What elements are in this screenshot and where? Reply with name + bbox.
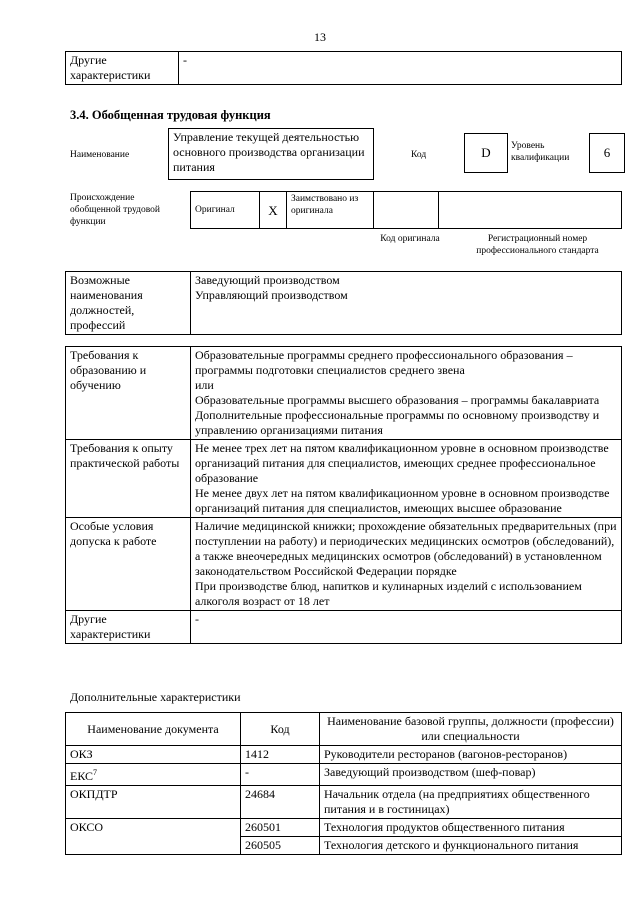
table-row <box>66 786 622 819</box>
name-cell: Руководители ресторанов (вагонов-ресторанов) <box>320 746 622 764</box>
origin-table <box>190 191 622 229</box>
top-other-table <box>65 51 622 85</box>
gtf-name-label: Наименование <box>70 150 130 160</box>
requirement-line: Образовательные программы среднего профессионального образования – программы подготовки специалистов среднего звена <box>195 348 573 377</box>
additional-header-code: Код <box>241 713 320 746</box>
section-heading: 3.4. Обобщенная трудовая функция <box>70 108 271 122</box>
origin-code-cell <box>374 192 439 229</box>
table-row <box>66 819 622 837</box>
origin-code-caption: Код оригинала <box>380 234 440 244</box>
requirement-line: или <box>195 378 214 392</box>
code-cell: - <box>241 764 320 786</box>
table-row <box>66 764 622 786</box>
requirement-line: Не менее двух лет на пятом квалификационном уровне в основном производстве организаций питания для специалистов, имеющих высшее образование <box>195 486 610 515</box>
gtf-level-label: Уровень квалификации <box>511 141 570 163</box>
position-item: Управляющий производством <box>195 288 348 302</box>
requirement-line: Наличие медицинской книжки; прохождение обязательных предварительных (при поступлении на работу) и периодических медицинских осмотров (обследований), а также внеочередных медицинских осмотров (обследований) в установленном законодательством Российской Федерации порядке <box>195 519 617 578</box>
doc-cell: ОКПДТР <box>66 786 241 819</box>
name-cell: Технология детского и функционального питания <box>320 837 622 855</box>
gtf-level-value: 6 <box>589 133 625 173</box>
footnote-mark: 7 <box>93 768 98 777</box>
top-other-value: - <box>179 52 622 85</box>
doc-text: ЕКС <box>70 769 94 783</box>
gtf-code-value: D <box>464 133 508 173</box>
origin-reg-caption: Регистрационный номер профессионального стандарта <box>476 234 599 256</box>
requirement-line: Дополнительные профессиональные программы по основному производству и управлению организациями питания <box>195 408 600 437</box>
requirements-experience-label: Требования к опыту практической работы <box>66 440 191 518</box>
requirement-line: Не менее трех лет на пятом квалификационном уровне в основном производстве организаций питания для специалистов, имеющих среднее профессиональное образование <box>195 441 609 485</box>
requirement-line: Образовательные программы высшего образования – программы бакалавриата <box>195 393 600 407</box>
doc-cell <box>66 764 241 786</box>
doc-cell: ОКЗ <box>66 746 241 764</box>
positions-label: Возможные наименования должностей, профессий <box>66 272 191 335</box>
requirements-table <box>65 346 622 644</box>
origin-original-label: Оригинал <box>191 192 260 229</box>
additional-header-doc: Наименование документа <box>66 713 241 746</box>
code-cell: 24684 <box>241 786 320 819</box>
gtf-code-label: Код <box>411 150 427 160</box>
requirements-experience-row <box>66 440 622 518</box>
doc-cell: ОКСО <box>66 819 241 855</box>
requirement-line: При производстве блюд, напитков и кулинарных изделий с использованием алкоголя возраст от 18 лет <box>195 579 582 608</box>
additional-title: Дополнительные характеристики <box>70 690 241 704</box>
origin-original-mark: X <box>260 192 287 229</box>
code-cell: 1412 <box>241 746 320 764</box>
position-item: Заведующий производством <box>195 273 340 287</box>
origin-borrowed-label: Заимствовано из оригинала <box>287 192 374 229</box>
page-number: 13 <box>314 30 326 44</box>
additional-header-row <box>66 713 622 746</box>
name-cell: Заведующий производством (шеф-повар) <box>320 764 622 786</box>
name-cell: Начальник отдела (на предприятиях общественного питания и в гостиницах) <box>320 786 622 819</box>
requirements-admission-row <box>66 518 622 611</box>
positions-table <box>65 271 622 335</box>
requirements-admission-label: Особые условия допуска к работе <box>66 518 191 611</box>
origin-label: Происхождение обобщенной трудовой функции <box>70 193 160 227</box>
table-row <box>66 746 622 764</box>
gtf-name-value: Управление текущей деятельностью основного производства организации питания <box>168 128 374 180</box>
requirements-education-label: Требования к образованию и обучению <box>66 347 191 440</box>
top-other-label: Другие характеристики <box>66 52 179 85</box>
requirements-other-row <box>66 611 622 644</box>
requirement-line: - <box>195 612 199 626</box>
additional-header-name: Наименование базовой группы, должности (профессии) или специальности <box>320 713 622 746</box>
requirements-education-row <box>66 347 622 440</box>
origin-reg-cell <box>439 192 622 229</box>
requirements-other-label: Другие характеристики <box>66 611 191 644</box>
name-cell: Технология продуктов общественного питания <box>320 819 622 837</box>
code-cell: 260505 <box>241 837 320 855</box>
additional-table <box>65 712 622 855</box>
code-cell: 260501 <box>241 819 320 837</box>
